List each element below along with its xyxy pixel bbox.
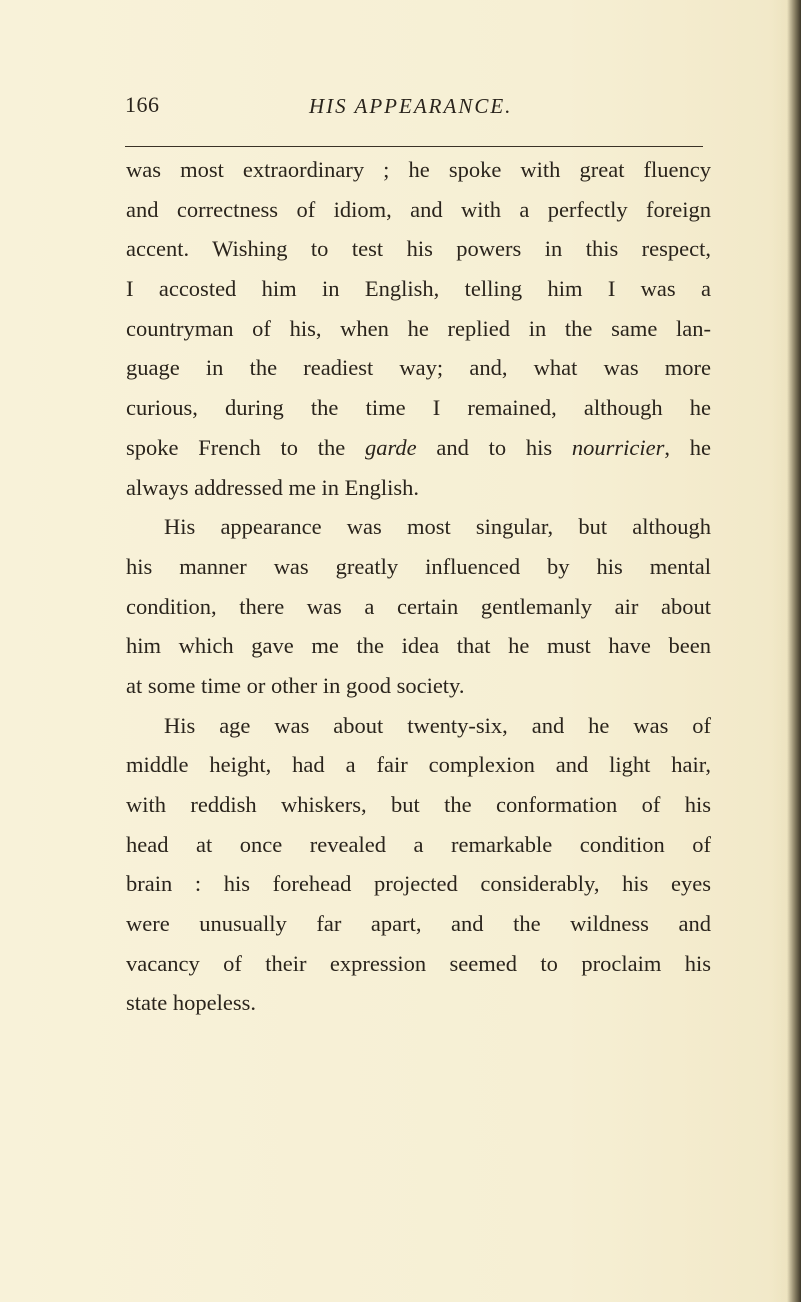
italic-word-garde: garde [364,434,417,460]
text-line-with-italics [126,428,711,468]
text-line: with reddish whiskers, but the conformation of his [126,792,711,817]
text-line: his manner was greatly influenced by his mental [126,553,711,579]
text-line: curious, during the time I remained, although he [126,395,711,421]
text-segment: , he [664,434,712,460]
text-line: him which gave me the idea that he must have been [126,633,711,659]
text-line: accent. Wishing to test his powers in this respect, [126,236,711,262]
text-line: condition, there was a certain gentlemanly air about [126,593,711,619]
italic-word-nourricier: nourricier [571,434,665,460]
header-rule [125,146,703,147]
page-header [125,92,705,132]
text-segment: and to his [416,434,572,460]
text-line: His appearance was most singular, but although [164,514,711,540]
text-line: middle height, had a fair complexion and light hair, [126,752,711,778]
text-line: I accosted him in English, telling him I was a [126,276,711,302]
text-line: always addressed me in English. [126,474,420,500]
running-head: HIS APPEARANCE. [309,94,513,118]
text-line: and correctness of idiom, and with a perfectly foreign [126,196,711,222]
text-line: guage in the readiest way; and, what was more [126,355,711,381]
text-line: head at once revealed a remarkable condition of [126,831,711,857]
text-line: was most extraordinary ; he spoke with great fluency [126,157,711,182]
text-line: brain : his forehead projected considerably, his eyes [126,871,711,897]
text-line: were unusually far apart, and the wildness and [126,911,711,937]
text-line: countryman of his, when he replied in the same lan- [126,315,711,341]
text-line: vacancy of their expression seemed to proclaim his [126,950,711,976]
text-segment: spoke French to the [126,434,365,460]
text-line: state hopeless. [126,990,256,1016]
body-text [126,150,711,1023]
text-line: at some time or other in good society. [126,672,465,698]
text-line: His age was about twenty-six, and he was of [164,712,711,738]
page-edge-shadow [787,0,801,1302]
page-number: 166 [125,92,160,117]
